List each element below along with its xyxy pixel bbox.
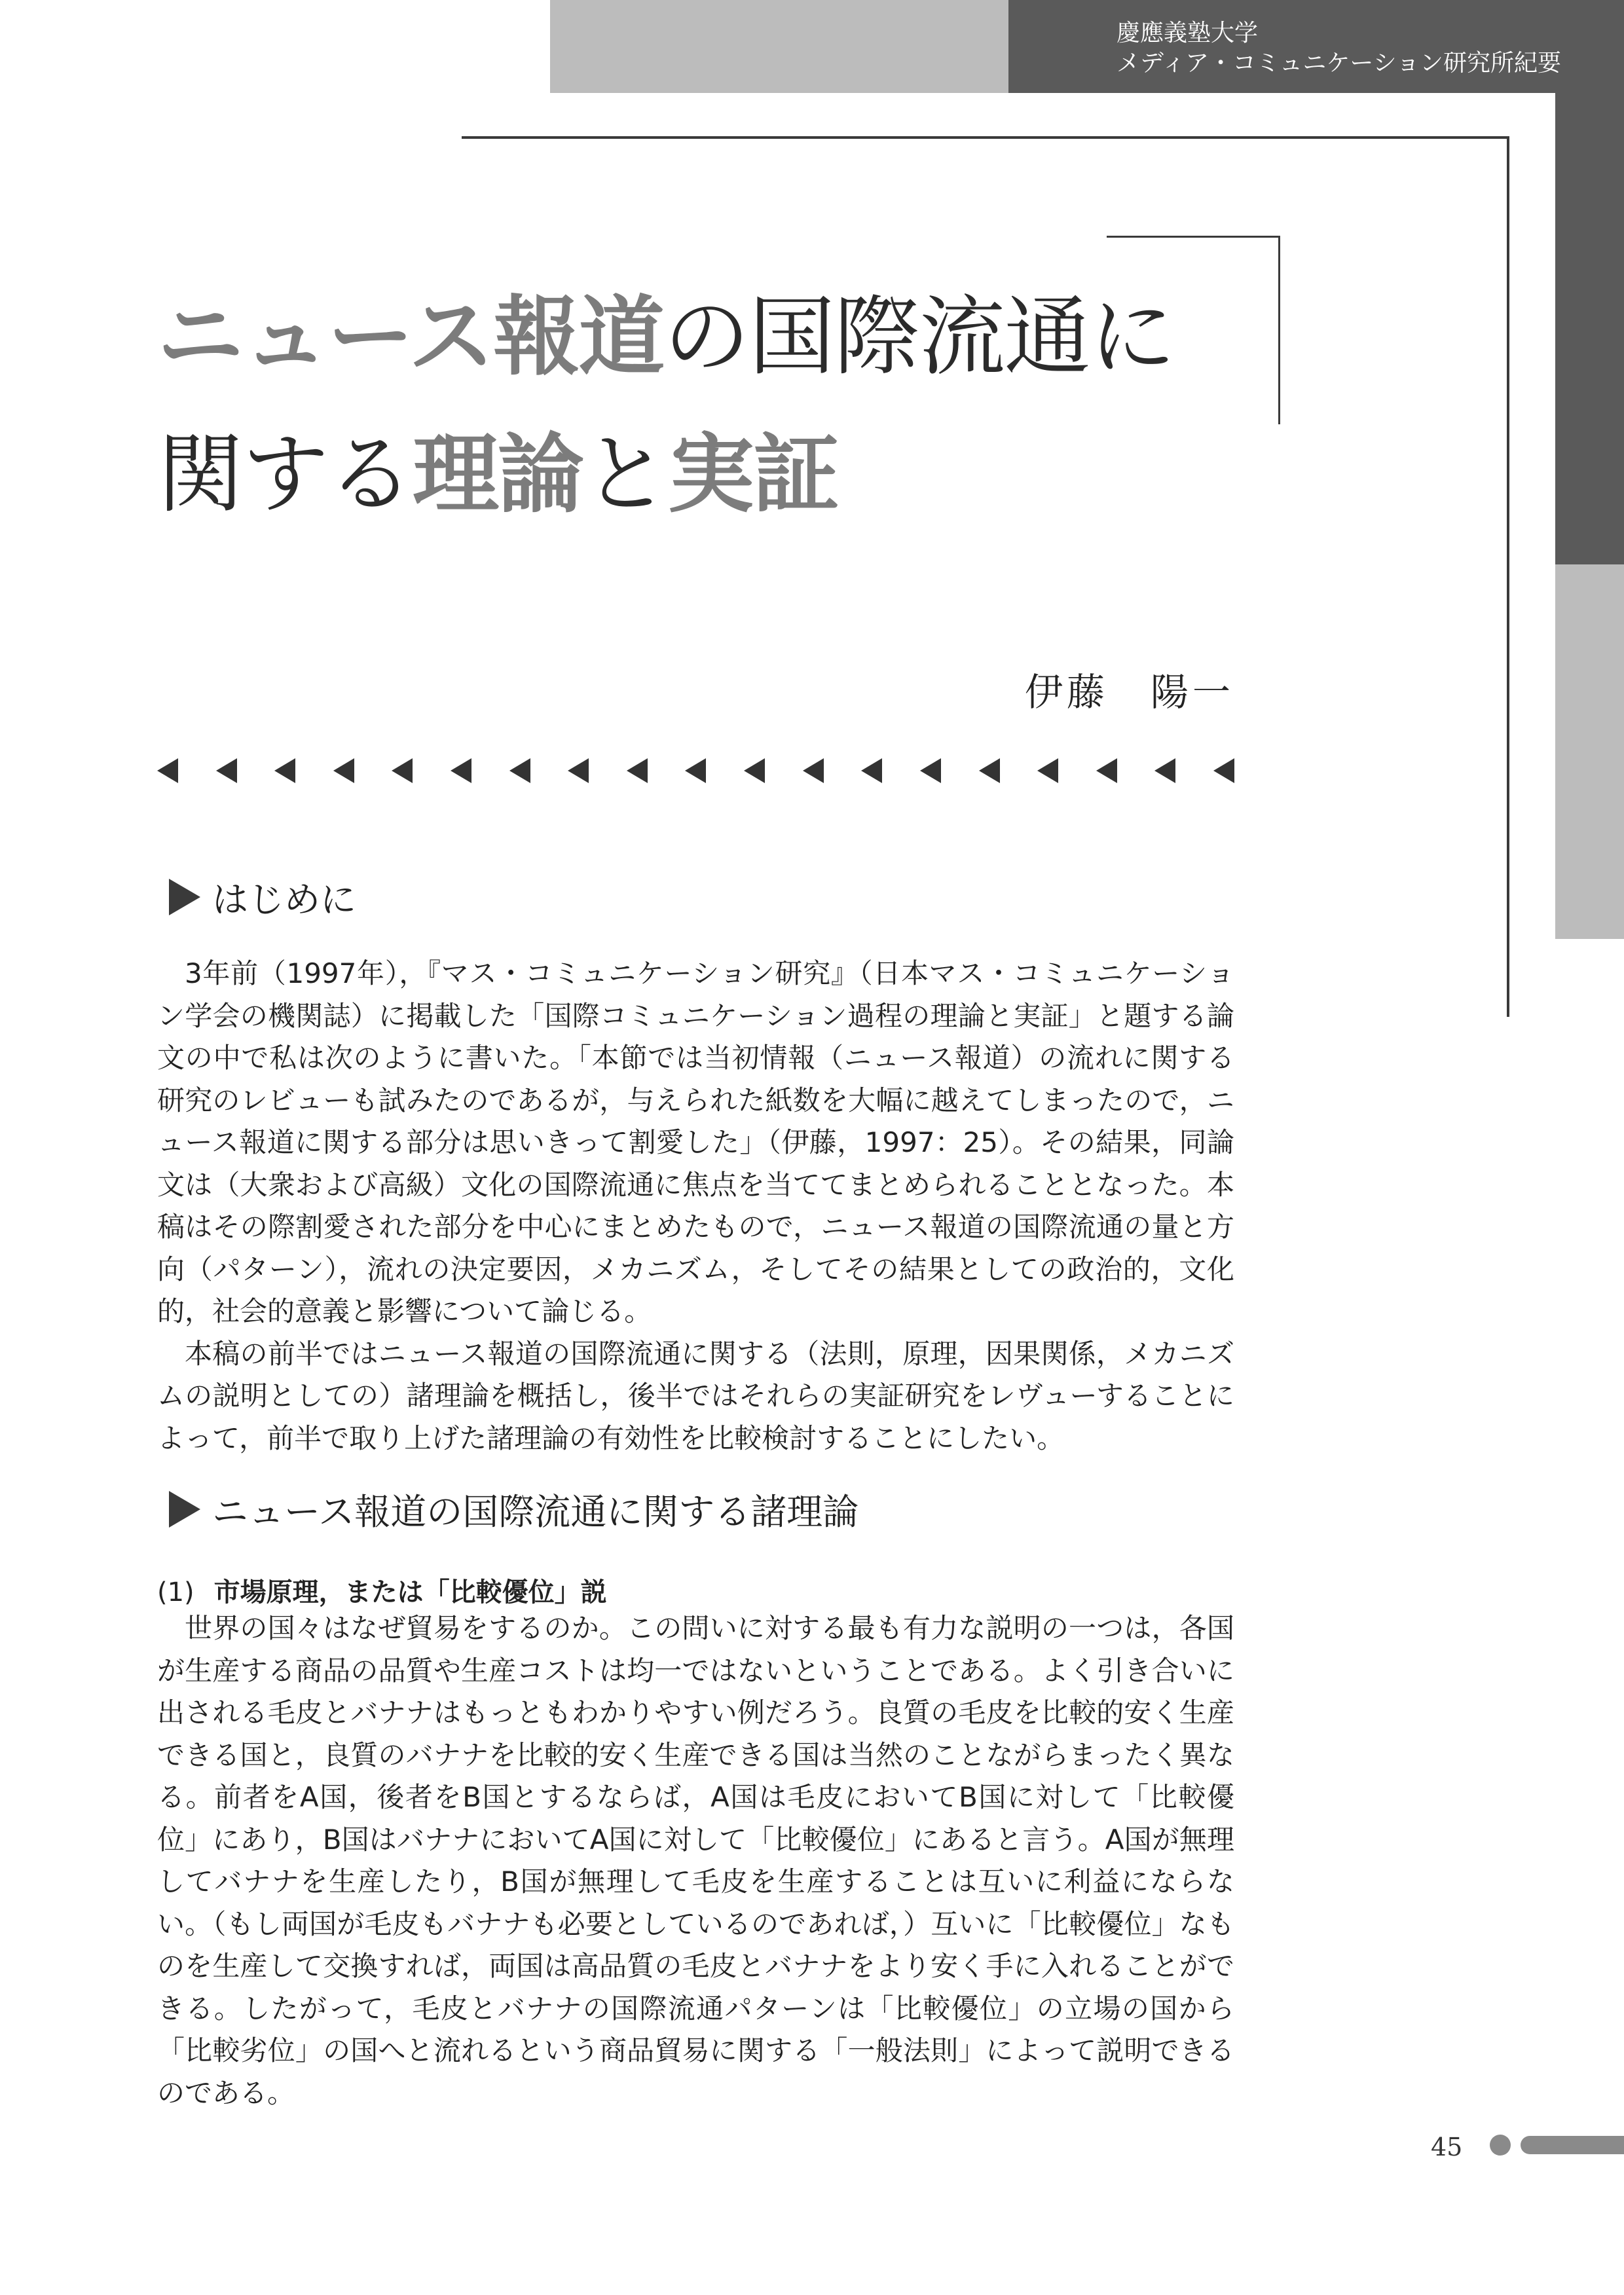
triangle-icon	[920, 758, 941, 783]
triangle-icon	[979, 758, 1000, 783]
triangle-icon	[1154, 758, 1175, 783]
running-header	[1116, 18, 1561, 79]
footer-dot	[1490, 2135, 1511, 2156]
title-segment: 関する	[157, 424, 413, 525]
title-segment: 理論	[413, 424, 583, 525]
triangle-icon	[1096, 758, 1117, 783]
arrow-right-icon	[169, 1491, 200, 1528]
paragraph: 世界の国々はなぜ貿易をするのか。この問いに対する最も有力な説明の一つは，各国が生産する商品の品質や生産コストは均一ではないということである。よく引き合いに出される毛皮とバナナはもっともわかりやすい例だろう。良質の毛皮を比較的安く生産できる国と，良質のバナナを比較的安く生産できる国は当然のことながらまったく異なる。前者をA国，後者をB国とするならば，A国は毛皮においてB国に対して「比較優位」にあり，B国はバナナにおいてA国に対して「比較優位」にあると言う。A国が無理してバナナを生産したり，B国が無理して毛皮を生産することは互いに利益にならない。（もし両国が毛皮もバナナも必要としているのであれば，）互いに「比較優位」なものを生産して交換すれば，両国は高品質の毛皮とバナナをより安く手に入れることができる。したがって，毛皮とバナナの国際流通パターンは「比較優位」の立場の国から「比較劣位」の国へと流れるという商品貿易に関する「一般法則」によって説明できるのである。	[157, 1612, 1234, 2109]
paragraph: 本稿の前半ではニュース報道の国際流通に関する（法則，原理，因果関係，メカニズムの説明としての）諸理論を概括し，後半ではそれらの実証研究をレヴューすることによって，前半で取り上げた諸理論の有効性を比較検討することにしたい。	[157, 1337, 1234, 1454]
triangle-icon	[509, 758, 530, 783]
side-band-light	[1555, 564, 1624, 939]
header-journal: メディア・コミュニケーション研究所紀要	[1116, 50, 1561, 77]
triangle-icon	[627, 758, 648, 783]
triangle-icon	[392, 758, 413, 783]
intro-body	[157, 953, 1234, 1460]
section-heading-text: ニュース報道の国際流通に関する諸理論	[212, 1491, 859, 1533]
subsection-title: 市場原理，または「比較優位」説	[213, 1577, 607, 1607]
paragraph: 3年前（1997年），『マス・コミュニケーション研究』（日本マス・コミュニケーション学会の機関誌）に掲載した「国際コミュニケーション過程の理論と実証」と題する論文の中で私は次のように書いた。「本節では当初情報（ニュース報道）の流れに関する研究のレビューも試みたのであるが，与えられた紙数を大幅に越えてしまったので，ニュース報道に関する部分は思いきって割愛した」（伊藤，1997：25）。その結果，同論文は（大衆および高級）文化の国際流通に焦点を当ててまとめられることとなった。本稿はその際割愛された部分を中心にまとめたもので，ニュース報道の国際流通の量と方向（パターン），流れの決定要因，メカニズム，そしてその結果としての政治的，文化的，社会的意義と影響について論じる。	[157, 957, 1234, 1327]
article-title	[157, 268, 1174, 543]
header-university: 慶應義塾大学	[1116, 20, 1259, 46]
triangle-icon	[216, 758, 237, 783]
title-segment: ニュース報道	[157, 287, 664, 388]
subsection-body	[157, 1607, 1234, 2114]
title-bracket-top	[1107, 236, 1280, 238]
title-segment: と	[583, 424, 668, 525]
triangle-icon	[333, 758, 354, 783]
section-heading-text: はじめに	[212, 879, 357, 921]
author-name: 伊藤 陽一	[1024, 670, 1234, 714]
title-line-2	[157, 406, 1174, 543]
triangle-icon	[861, 758, 882, 783]
arrow-right-icon	[169, 879, 200, 915]
subsection-number: (1)	[157, 1577, 194, 1607]
title-line-1	[157, 268, 1174, 406]
triangle-icon	[803, 758, 824, 783]
triangle-divider	[157, 758, 1234, 783]
section-heading-theories	[169, 1483, 858, 1535]
title-bracket-right	[1278, 236, 1280, 424]
title-segment: 実証	[668, 424, 838, 525]
subsection-heading	[157, 1571, 607, 1609]
triangle-icon	[1213, 758, 1234, 783]
page-number: 45	[1431, 2133, 1463, 2161]
triangle-icon	[157, 758, 178, 783]
triangle-icon	[451, 758, 471, 783]
triangle-icon	[1037, 758, 1058, 783]
triangle-icon	[744, 758, 765, 783]
section-heading-intro	[169, 871, 356, 923]
triangle-icon	[568, 758, 589, 783]
title-segment: の国際流通に	[663, 287, 1175, 388]
header-band-light	[550, 0, 1008, 93]
triangle-icon	[685, 758, 706, 783]
frame-rule-right	[1507, 136, 1509, 1017]
frame-rule-top	[462, 136, 1509, 139]
footer-bar	[1521, 2136, 1624, 2154]
triangle-icon	[274, 758, 295, 783]
side-band-dark	[1555, 93, 1624, 564]
